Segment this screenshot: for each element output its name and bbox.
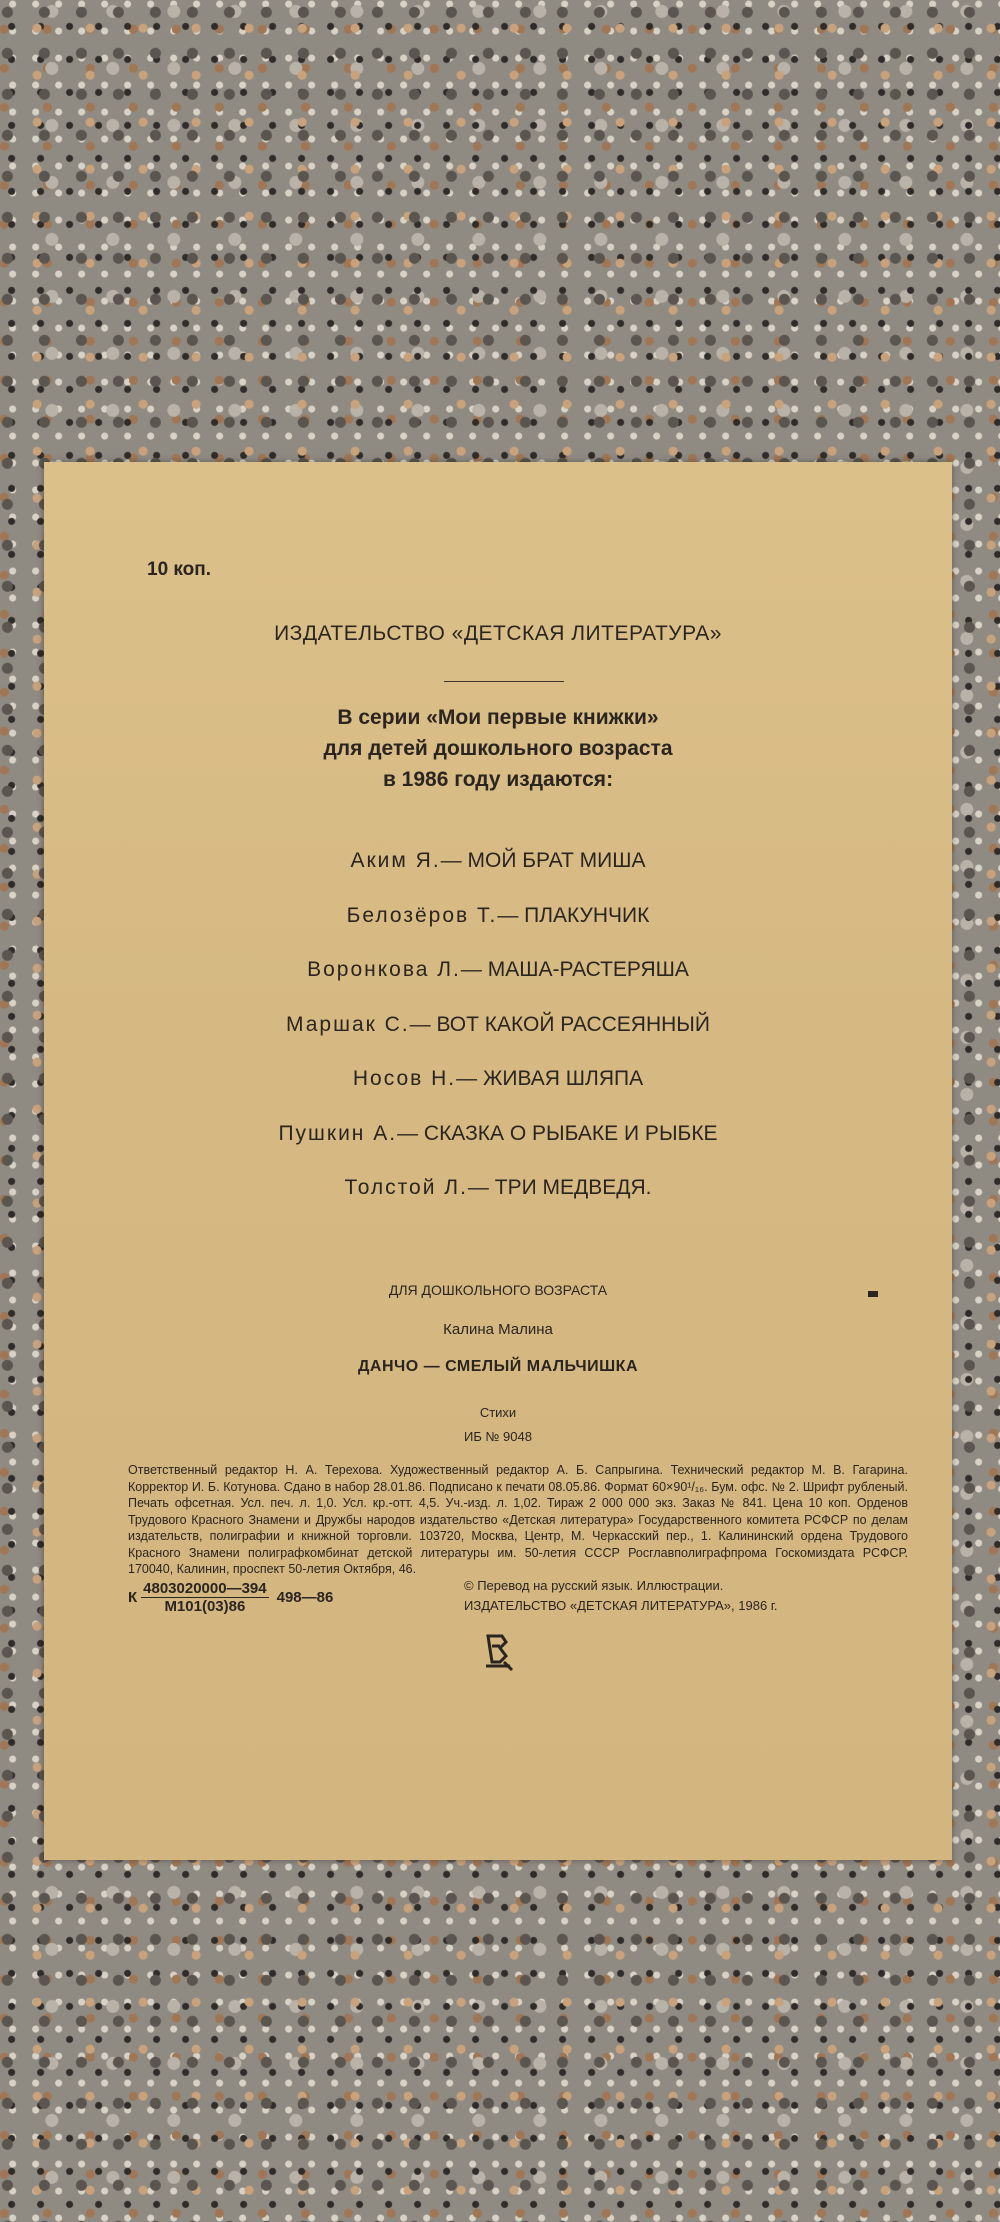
book-author: Толстой Л.	[344, 1176, 468, 1199]
book-title: — СКАЗКА О РЫБАКЕ И РЫБКЕ	[397, 1121, 718, 1145]
imprint-text: Ответственный редактор Н. А. Терехова. Художественный редактор А. Б. Сапрыгина. Технический редактор М. В. Гагарина. Корректор И. Б. Котунова. Сдано в набор 28.01.86. Подписано к печати 08.05.86. Формат 60×90¹/₁₆. Бум. офс. № 2. Шрифт рубленый. Печать офсетная. Усл. печ. л. 1,0. Усл. кр.-отт. 4,5. Уч.-изд. л. 1,02. Тираж 2 000 000 экз. Заказ № 841. Цена 10 коп. Орденов Трудового Красного Знамени и Дружбы народов издательство «Детская литература» Государственного комитета РСФСР по делам издательств, полиграфии и книжной торговли. 103720, Москва, Центр, М. Черкасский пер., 1. Калининский ордена Трудового Красного Знамени полиграфкомбинат детской литературы им. 50-летия СССР Росглавполиграфпрома Госкомиздата РСФСР. 170040, Калинин, проспект 50-летия Октября, 46.	[128, 1463, 908, 1576]
publisher-heading: ИЗДАТЕЛЬСТВО «ДЕТСКАЯ ЛИТЕРАТУРА»	[274, 622, 722, 645]
copyright-line: © Перевод на русский язык. Иллюстрации.	[464, 1578, 724, 1593]
book-author: Носов Н.	[352, 1067, 457, 1090]
ib-number: ИБ № 9048	[464, 1429, 532, 1444]
catalog-code-numerator: 4803020000—394	[143, 1580, 267, 1597]
book-author: Аким Я.	[350, 849, 441, 872]
book-author: Воронкова Л.	[307, 958, 461, 981]
book-author: Белозёров Т.	[346, 903, 498, 927]
book-title: — МАША-РАСТЕРЯША	[460, 958, 689, 981]
book-list	[44, 834, 952, 1216]
catalog-code	[128, 1580, 333, 1615]
book-author-name: Калина Малина	[443, 1321, 553, 1338]
copyright-notice	[464, 1576, 778, 1616]
book-title: — МОЙ БРАТ МИША	[440, 849, 646, 872]
book-list-item	[44, 1161, 952, 1216]
book-author: Пушкин А.	[278, 1121, 398, 1145]
series-line: в 1986 году издаются:	[382, 768, 614, 791]
price-label: 10 коп.	[147, 559, 212, 580]
series-line: для детей дошкольного возраста	[323, 737, 673, 760]
genre-label: Стихи	[479, 1405, 517, 1420]
book-list-item	[44, 1052, 952, 1107]
book-list-item	[44, 889, 952, 944]
book-author: Маршак С.	[286, 1012, 410, 1036]
book-list-item	[44, 834, 952, 889]
book-title: — ВОТ КАКОЙ РАССЕЯННЫЙ	[409, 1012, 710, 1036]
series-line: В серии «Мои первые книжки»	[337, 706, 659, 729]
catalog-code-denominator: М101(03)86	[164, 1598, 246, 1615]
book-title-heading: ДАНЧО — СМЕЛЫЙ МАЛЬЧИШКА	[357, 1358, 638, 1375]
copyright-line: ИЗДАТЕЛЬСТВО «ДЕТСКАЯ ЛИТЕРАТУРА», 1986 г.	[464, 1598, 778, 1613]
catalog-code-prefix: К	[128, 1589, 138, 1606]
catalog-code-suffix: 498—86	[276, 1589, 334, 1606]
book-title: — ЖИВАЯ ШЛЯПА	[456, 1067, 644, 1090]
back-cover-page	[44, 462, 952, 1860]
book-list-item	[44, 1107, 952, 1162]
book-title: — ПЛАКУНЧИК	[497, 903, 650, 927]
book-list-item	[44, 998, 952, 1053]
series-announcement	[44, 702, 952, 795]
catalog-code-fraction	[141, 1580, 268, 1615]
book-list-item	[44, 943, 952, 998]
divider-rule	[444, 681, 564, 682]
age-group-label: ДЛЯ ДОШКОЛЬНОГО ВОЗРАСТА	[388, 1282, 608, 1298]
book-title: — ТРИ МЕДВЕДЯ.	[467, 1176, 652, 1199]
publisher-logo-icon	[482, 1632, 516, 1672]
